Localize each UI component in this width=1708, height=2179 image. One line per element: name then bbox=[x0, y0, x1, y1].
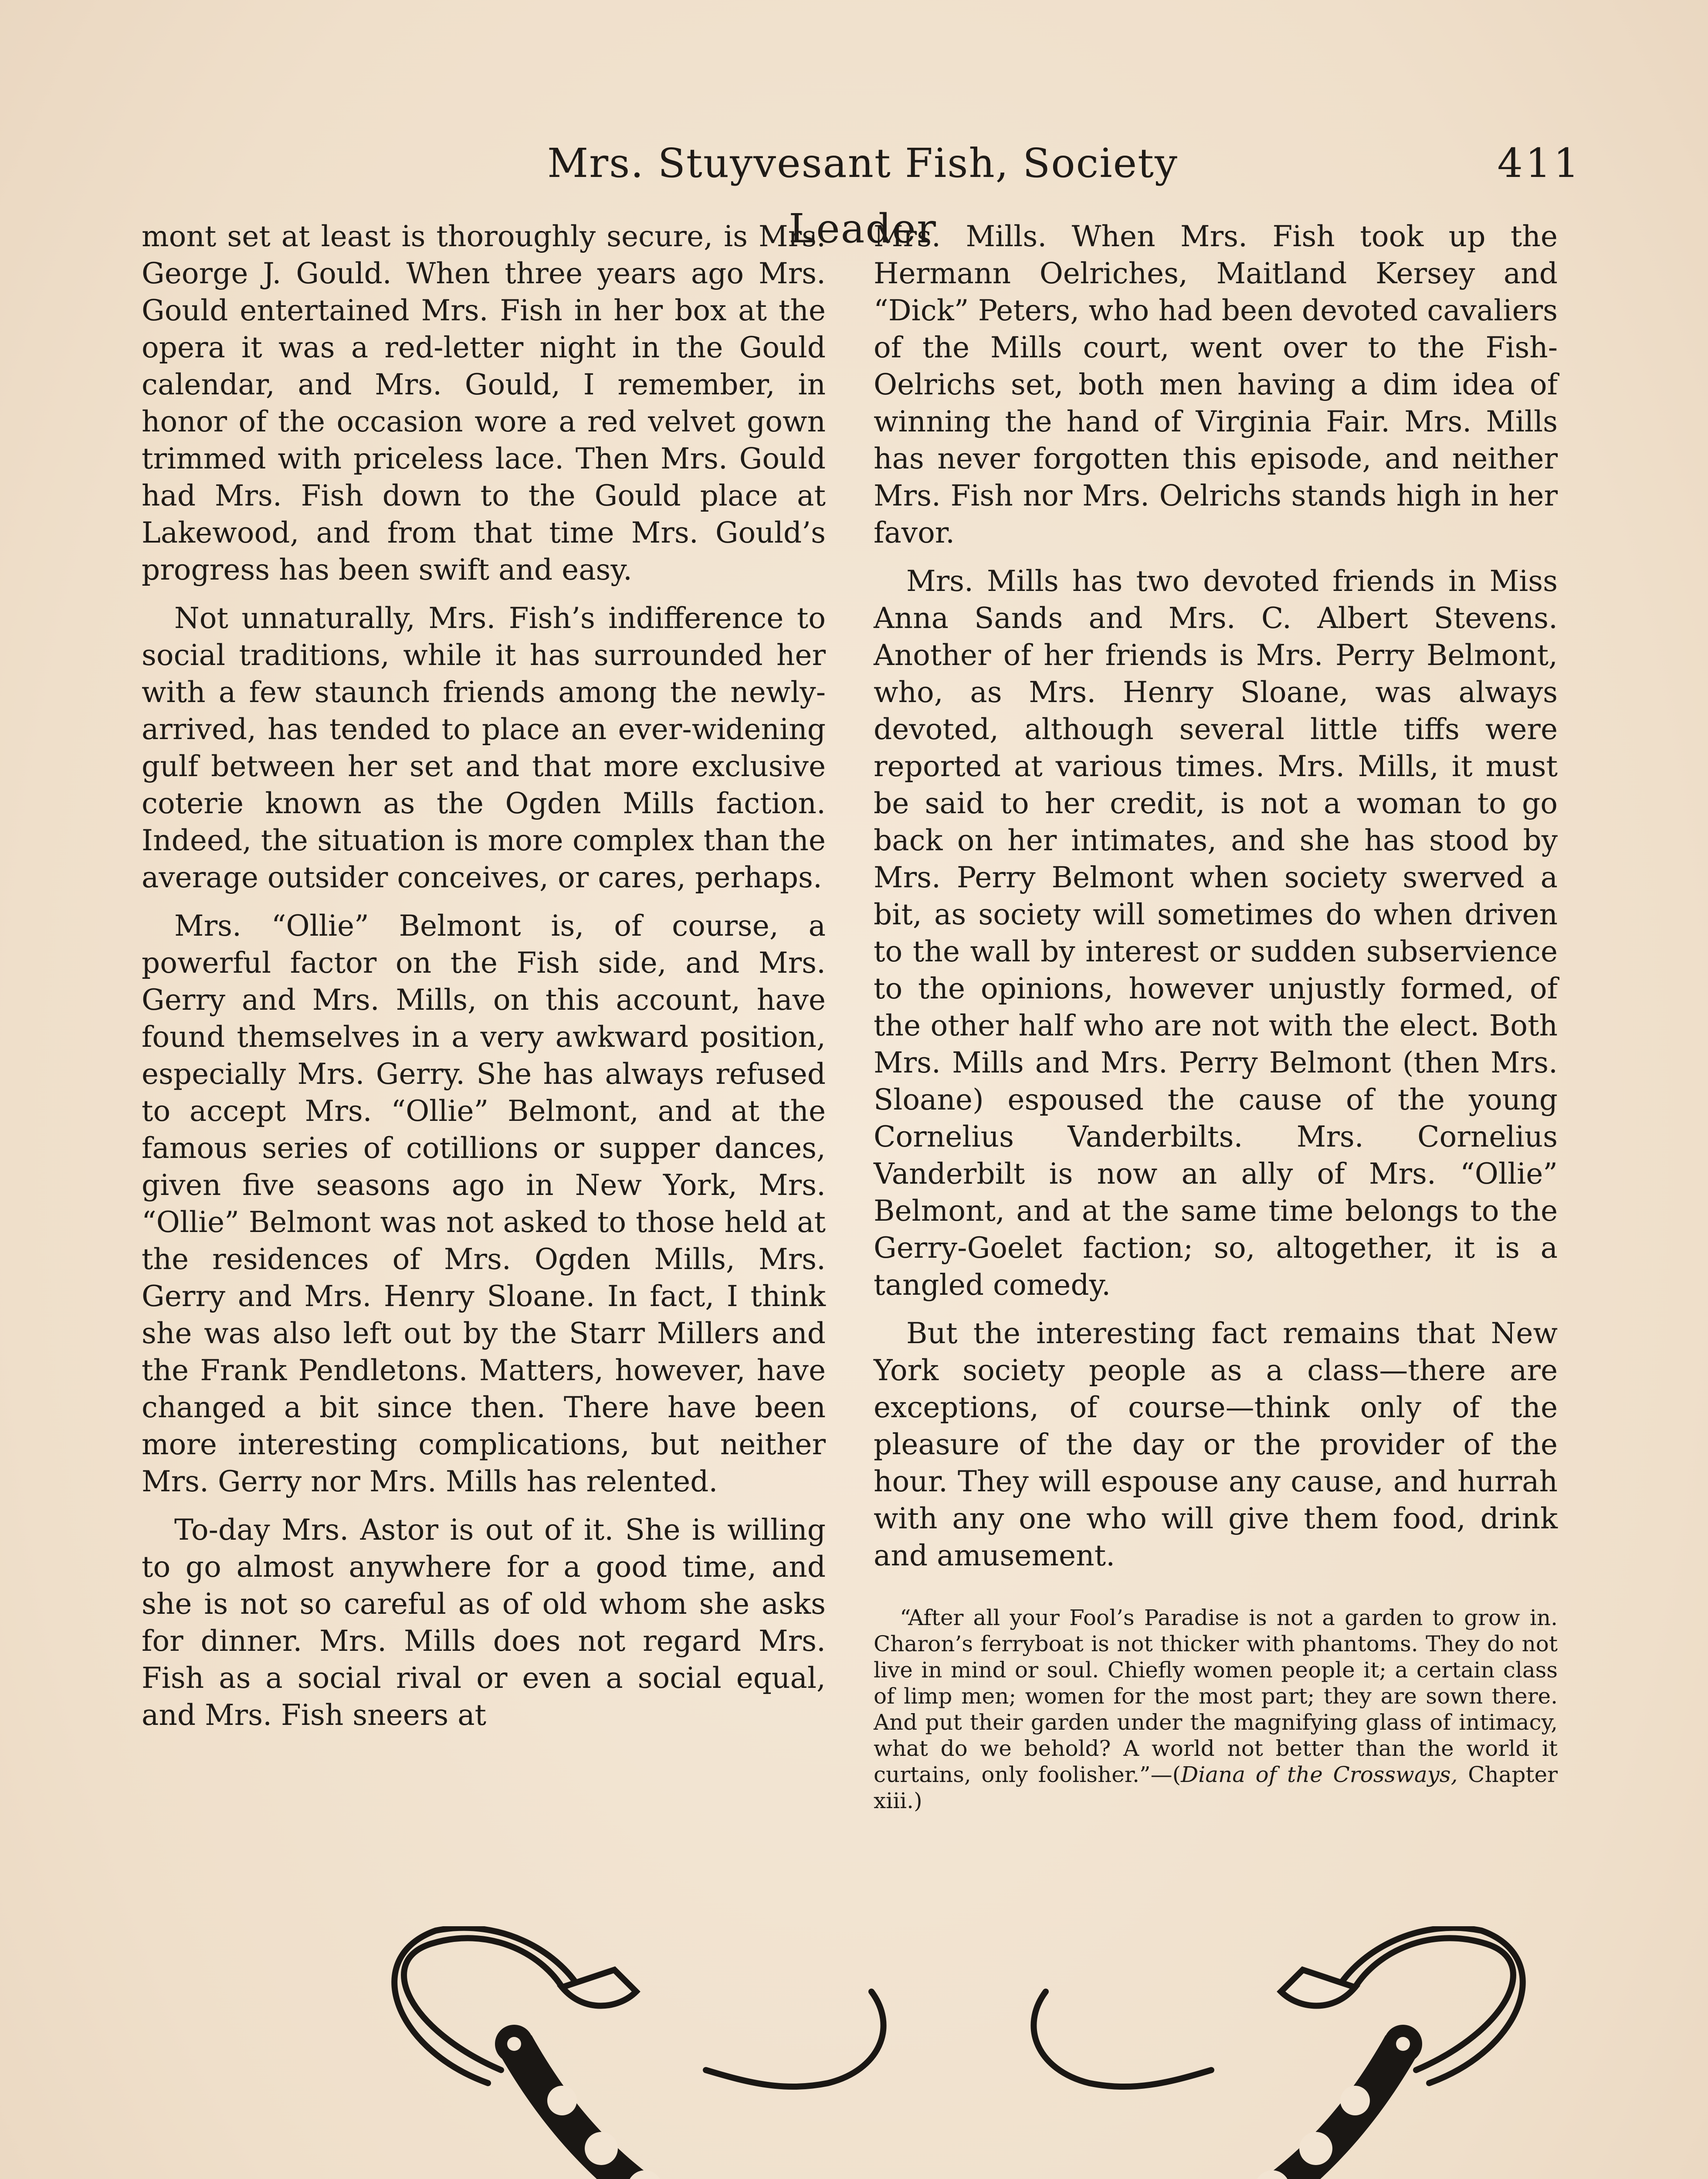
left-paragraph-3: Mrs. “Ollie” Belmont is, of course, a powerful factor on the Fish side, and Mrs. Gerry and Mrs. Mills, on this account, have found themselves in a very awkward position, especially Mrs. Gerry. She has always refused to accept Mrs. “Ollie” Belmont, and at the famous series of cotillions or supper dances, given five seasons ago in New York, Mrs. “Ollie” Belmont was not asked to those held at the residences of Mrs. Ogden Mills, Mrs. Gerry and Mrs. Henry Sloane. In fact, I think she was also left out by the Starr Millers and the Frank Pendletons. Matters, however, have changed a bit since then. There have been more interesting complications, but neither Mrs. Gerry nor Mrs. Mills has relented. bbox=[142, 909, 826, 1498]
right-paragraph-3: But the interesting fact remains that New York society people as a class—there are exceptions, of course—think only of the pleasure of the day or the provider of the hour. They will espouse any cause, and hurrah with any one who will give them food, drink and amusement. bbox=[874, 1317, 1558, 1572]
block-quote bbox=[874, 1605, 1558, 1814]
floral-garland-ornament bbox=[357, 1926, 1560, 2179]
right-paragraph-2: Mrs. Mills has two devoted friends in Miss Anna Sands and Mrs. C. Albert Stevens. Another of her friends is Mrs. Perry Belmont, who, as Mrs. Henry Sloane, was always devoted, although several little tiffs were reported at various times. Mrs. Mills, it must be said to her credit, is not a woman to go back on her intimates, and she has stood by Mrs. Perry Belmont when society swerved a bit, as society will sometimes do when driven to the wall by interest or sudden subservience to the opinions, however unjustly formed, of the other half who are not with the elect. Both Mrs. Mills and Mrs. Perry Belmont (then Mrs. Sloane) espoused the cause of the young Cornelius Vanderbilts. Mrs. Cornelius Vanderbilt is now an ally of Mrs. “Ollie” Belmont, and at the same time belongs to the Gerry-Goelet faction; so, altogether, it is a tangled comedy. bbox=[874, 564, 1558, 1302]
page-title: Mrs. Stuyvesant Fish, Society Leader bbox=[547, 140, 1179, 252]
running-header bbox=[0, 131, 1708, 252]
left-paragraph-2: Not unnaturally, Mrs. Fish’s indifference to social traditions, while it has surrounded her with a few staunch friends among the newly-arrived, has tended to place an ever-widening gulf between her set and that more exclusive coterie known as the Ogden Mills faction. Indeed, the situation is more complex than the average outsider conceives, or cares, perhaps. bbox=[142, 601, 826, 894]
quote-source-chapter: Chapter xiii.) bbox=[874, 1762, 1558, 1813]
left-paragraph-4: To-day Mrs. Astor is out of it. She is willing to go almost anywhere for a good time, and she is not so careful as of old whom she asks for dinner. Mrs. Mills does not regard Mrs. Fish as a social rival or even a social equal, and Mrs. Fish sneers at bbox=[142, 1513, 826, 1732]
right-paragraph-1: Mrs. Mills. When Mrs. Fish took up the Hermann Oelriches, Maitland Kersey and “Dick” Peters, who had been devoted cavaliers of the Mills court, went over to the Fish-Oelrichs set, both men having a dim idea of winning the hand of Virginia Fair. Mrs. Mills has never forgotten this episode, and neither Mrs. Fish nor Mrs. Oelrichs stands high in her favor. bbox=[874, 220, 1558, 550]
left-column bbox=[142, 218, 826, 1734]
page-number: 411 bbox=[1497, 140, 1582, 187]
left-paragraph-1: mont set at least is thoroughly secure, is Mrs. George J. Gould. When three years ago Mrs. Gould entertained Mrs. Fish in her box at the opera it was a red-letter night in the Gould calendar, and Mrs. Gould, I remember, in honor of the occasion wore a red velvet gown trimmed with priceless lace. Then Mrs. Gould had Mrs. Fish down to the Gould place at Lakewood, and from that time Mrs. Gould’s progress has been swift and easy. bbox=[142, 220, 826, 587]
right-column bbox=[874, 218, 1558, 1814]
quote-text: “After all your Fool’s Paradise is not a garden to grow in. Charon’s ferryboat is not thicker with phantoms. They do not live in mind or soul. Chiefly women people it; a certain class of limp men; women for the most part; they are sown there. And put their garden under the magnifying glass of intimacy, what do we behold? A world not better than the world it curtains, only foolisher.”—( bbox=[874, 1605, 1558, 1787]
quote-source-title: Diana of the Crossways, bbox=[1181, 1762, 1458, 1787]
